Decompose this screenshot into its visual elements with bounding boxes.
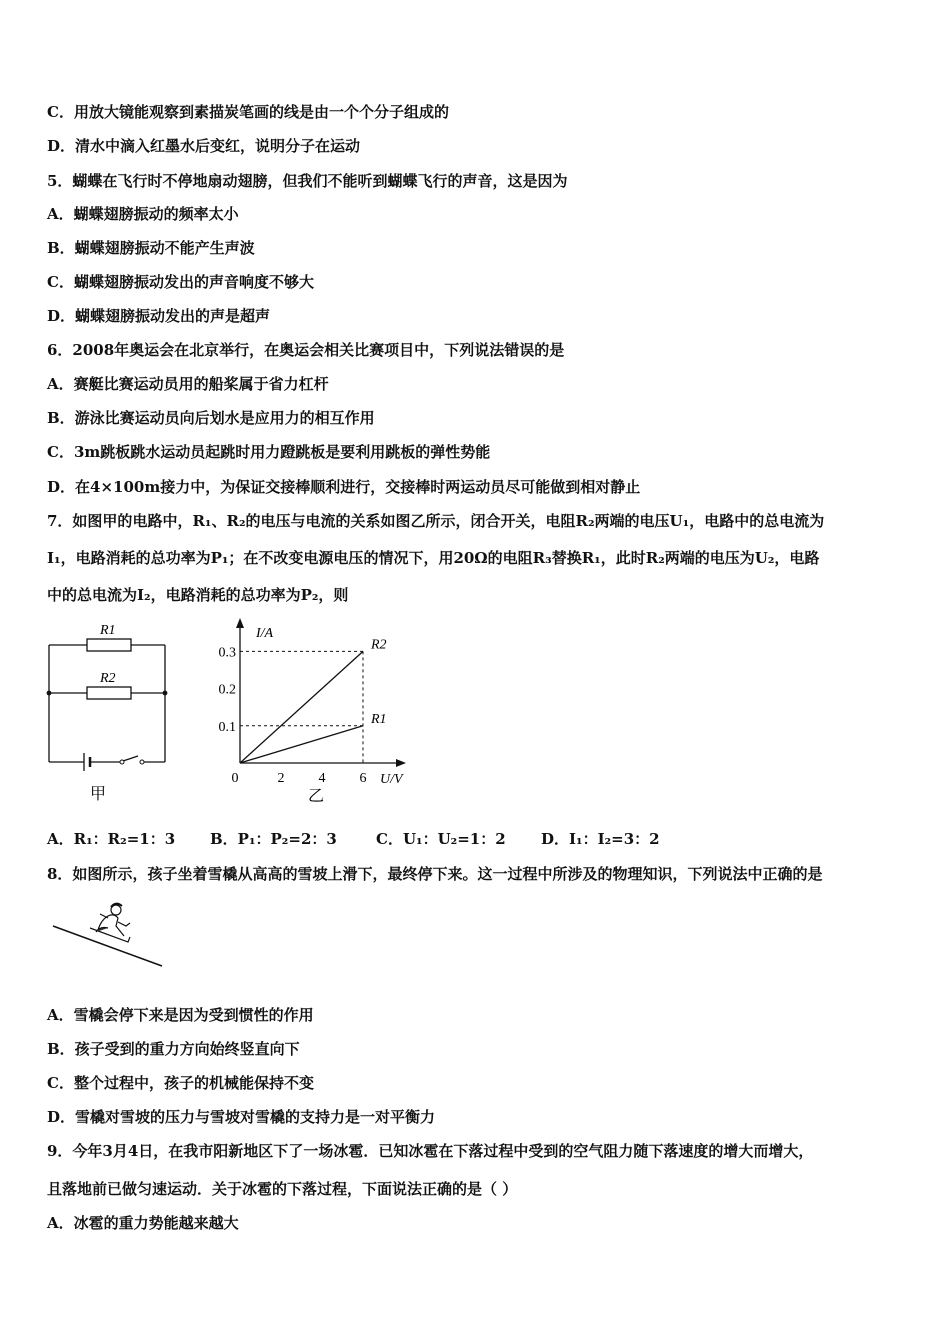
circuit-diagram: [40, 615, 180, 810]
x-axis-arrow-icon: [396, 759, 406, 767]
q8-option-d: D．雪橇对雪坡的压力与雪坡对雪橇的支持力是一对平衡力: [47, 1108, 436, 1126]
series-r2-label: R2: [371, 637, 387, 653]
q7-option-d: D．I₁：I₂=3：2: [541, 830, 660, 848]
q5-option-d: D．蝴蝶翅膀振动发出的声是超声: [47, 307, 271, 325]
child-on-sled-icon: [90, 904, 130, 942]
circuit-caption: 甲: [90, 786, 107, 803]
q6-stem: 6．2008年奥运会在北京举行，在奥运会相关比赛项目中，下列说法错误的是: [47, 341, 565, 359]
q8-stem: 8．如图所示，孩子坐着雪橇从高高的雪坡上滑下，最终停下来。这一过程中所涉及的物理知识，下列说法中正确的是: [47, 865, 823, 883]
y-tick-label: 0.3: [218, 645, 236, 661]
iu-graph: [210, 615, 420, 815]
x-axis-label: U/V: [380, 772, 403, 787]
series-r1-line: [240, 726, 363, 763]
resistor-r1: [87, 639, 131, 651]
r1-label: R1: [100, 623, 116, 638]
q7-option-c: C．U₁：U₂=1：2: [376, 830, 506, 848]
r2-label: R2: [100, 671, 116, 686]
y-tick-label: 0.1: [218, 719, 236, 735]
series-r2-line: [240, 651, 363, 763]
graph-caption: 乙: [308, 788, 325, 805]
series-r1-label: R1: [371, 711, 387, 727]
q5-option-c: C．蝴蝶翅膀振动发出的声音响度不够大: [47, 273, 314, 291]
q6-option-a: A．赛艇比赛运动员用的船桨属于省力杠杆: [47, 375, 329, 393]
q4-option-d: D．清水中滴入红墨水后变红，说明分子在运动: [47, 137, 361, 155]
q8-option-a: A．雪橇会停下来是因为受到惯性的作用: [47, 1006, 314, 1024]
x-tick-label: 2: [277, 771, 285, 786]
q7-stem-line1: 7．如图甲的电路中，R₁、R₂的电压与电流的关系如图乙所示，闭合开关，电阻R₂两端的电压U₁，电路中的总电流为: [47, 512, 825, 530]
y-tick-label: 0.2: [218, 682, 236, 698]
q5-option-b: B．蝴蝶翅膀振动不能产生声波: [47, 239, 255, 257]
q6-option-c: C．3m跳板跳水运动员起跳时用力蹬跳板是要利用跳板的弹性势能: [47, 443, 491, 461]
q5-stem: 5．蝴蝶在飞行时不停地扇动翅膀，但我们不能听到蝴蝶飞行的声音，这是因为: [47, 172, 568, 190]
q8-option-c: C．整个过程中，孩子的机械能保持不变: [47, 1074, 314, 1092]
q9-stem-line1: 9．今年3月4日，在我市阳新地区下了一场冰雹．已知冰雹在下落过程中受到的空气阻力随下落速度的增大而增大，: [47, 1142, 814, 1160]
q4-option-c: C．用放大镜能观察到素描炭笔画的线是由一个个分子组成的: [47, 103, 449, 121]
q7-stem-line2: I₁，电路消耗的总功率为P₁；在不改变电源电压的情况下，用20Ω的电阻R₃替换R₁，此时R₂两端的电压为U₂，电路: [47, 549, 820, 567]
sled-slope-figure: [50, 900, 170, 972]
y-axis-label: I/A: [256, 626, 274, 641]
q7-option-b: B．P₁：P₂=2：3: [210, 830, 337, 848]
q9-option-a: A．冰雹的重力势能越来越大: [47, 1214, 239, 1232]
q9-stem-line2: 且落地前已做匀速运动．关于冰雹的下落过程，下面说法正确的是（ ）: [47, 1180, 518, 1198]
q8-option-b: B．孩子受到的重力方向始终竖直向下: [47, 1040, 300, 1058]
x-tick-label: 6: [359, 771, 367, 786]
x-tick-label: 4: [318, 771, 326, 786]
q6-option-d: D．在4×100m接力中，为保证交接棒顺利进行，交接棒时两运动员尽可能做到相对静止: [47, 478, 641, 496]
q7-option-a: A．R₁：R₂=1：3: [47, 830, 176, 848]
q6-option-b: B．游泳比赛运动员向后划水是应用力的相互作用: [47, 409, 375, 427]
q5-option-a: A．蝴蝶翅膀振动的频率太小: [47, 205, 239, 223]
y-axis-arrow-icon: [236, 618, 244, 628]
resistor-r2: [87, 687, 131, 699]
origin-label: 0: [231, 771, 239, 786]
q7-stem-line3: 中的总电流为I₂，电路消耗的总功率为P₂，则: [47, 586, 349, 604]
